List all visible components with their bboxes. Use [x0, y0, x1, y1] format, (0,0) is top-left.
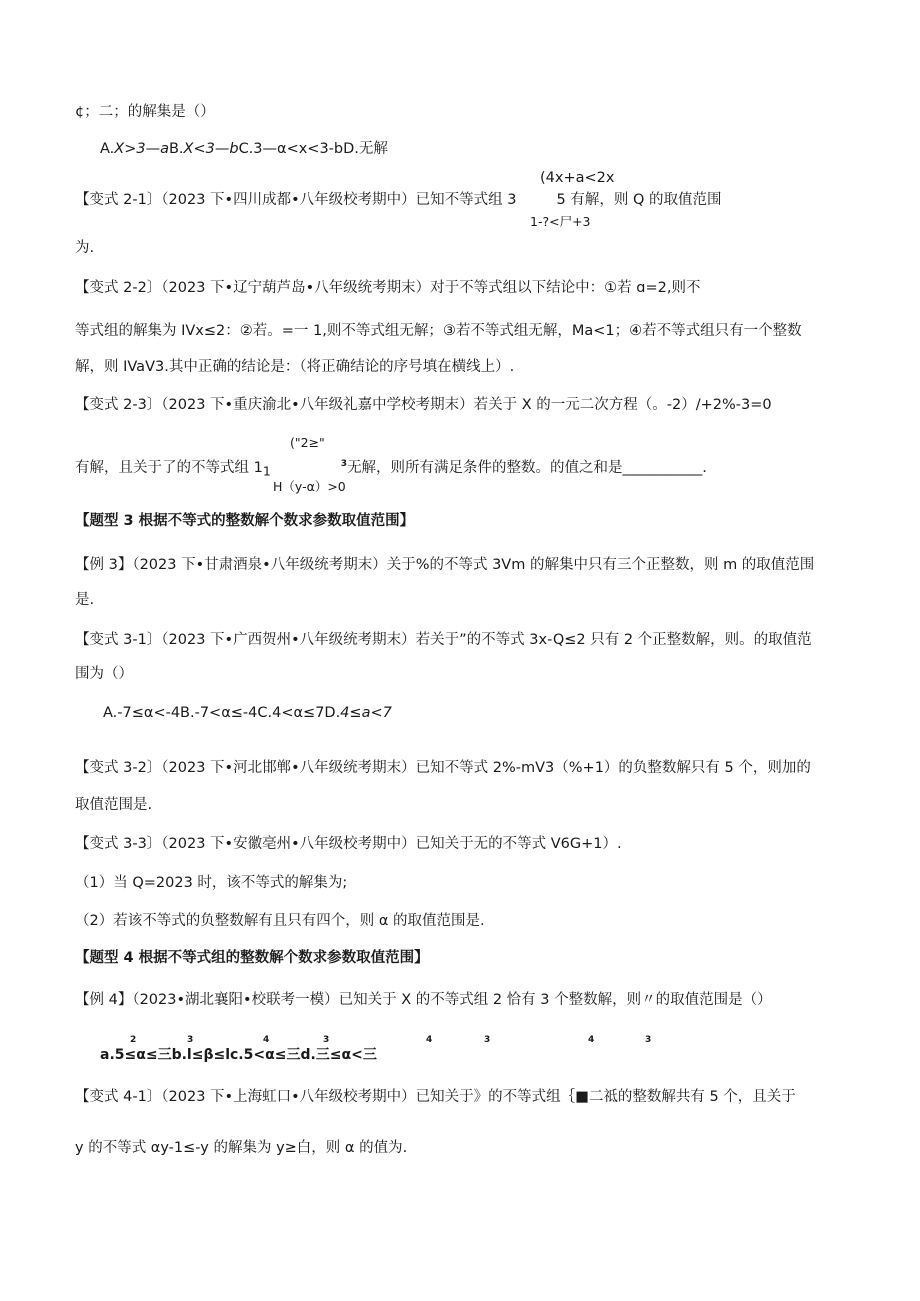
variant-2-2-line-2: 等式组的解集为 IVx≤2：②若。=一 1,则不等式组无解；③若不等式组无解，Ma<1；④若不等式组只有一个整数: [75, 323, 802, 339]
variant-2-3-line-2: [75, 454, 707, 482]
inequality-system-bottom: 1-?<尸+3: [530, 214, 591, 229]
sup-digit: 4: [426, 1035, 433, 1045]
section-heading-type-3: 【题型 3 根据不等式的整数解个数求参数取值范围】: [75, 513, 415, 529]
options-a-to-d: A.-7≤α<-4B.-7<α≤-4C.4<α≤7D.: [103, 705, 341, 721]
sup-digit: 3: [645, 1035, 652, 1045]
variant-3-3-line-2: （1）当 Q=2023 时，该不等式的解集为;: [75, 875, 348, 891]
section-heading-type-4: 【题型 4 根据不等式组的整数解个数求参数取值范围】: [75, 950, 429, 966]
variant-3-2-line-2: 取值范围是.: [75, 797, 153, 813]
inequality-system-2-bottom: H（y-α）>0: [273, 479, 346, 494]
variant-2-1-mid: 5 有解，则 Q 的取值范围: [556, 192, 722, 208]
variant-2-1-line-2: 为.: [75, 240, 95, 256]
variant-3-2-line-1: 【变式 3-2〕（2023 下•河北邯郸•八年级统考期末）已知不等式 2%-mV3（%+1）的负整数解只有 5 个，则加的: [75, 760, 811, 776]
option-a-text: X>3—a: [114, 141, 169, 157]
sup-digit: 4: [588, 1035, 595, 1045]
variant-3-3-line-3: （2）若该不等式的负整数解有且只有四个，则 α 的取值范围是.: [75, 913, 485, 929]
variant-2-1-prefix: 【变式 2-1〕（2023 下•四川成都•八年级校考期中）已知不等式组 3: [75, 192, 517, 208]
sup-digit: 2: [130, 1035, 137, 1045]
example-3-line-1: 【例 3】（2023 下•甘肃酒泉•八年级统考期末）关于%的不等式 3Vm 的解集中只有三个正整数，则 m 的取值范围: [75, 557, 815, 573]
variant-2-3-text-b: 无解，则所有满足条件的整数。的值之和是___________.: [347, 459, 707, 476]
inequality-system-top: (4x+a<2x: [540, 170, 615, 186]
variant-2-2-line-1: 【变式 2-2〕（2023 下•辽宁葫芦岛•八年级统考期末）对于不等式组以下结论中：①若 ɑ=2,则不: [75, 280, 701, 296]
example-3-line-2: 是.: [75, 592, 95, 608]
variant-3-3-line-1: 【变式 3-3〕（2023 下•安徽亳州•八年级校考期中）已知关于无的不等式 V6G+1）.: [75, 836, 622, 852]
sup-digit: 3: [484, 1035, 491, 1045]
answer-options-3-1: [103, 703, 392, 723]
inequality-system-2-top: ("2≥": [290, 435, 325, 450]
variant-3-1-line-1: 【变式 3-1〕（2023 下•广西贺州•八年级统考期末）若关于”的不等式 3x-Q≤2 只有 2 个正整数解，则。的取值范: [75, 632, 812, 648]
variant-2-2-line-3: 解，则 IVaV3.其中正确的结论是：（将正确结论的序号填在横线上）.: [75, 359, 515, 375]
option-b-label: B.: [168, 141, 184, 157]
variant-4-1-line-1: 【变式 4-1〕（2023 下•上海虹口•八年级校考期中）已知关于》的不等式组｛■二祗的整数解共有 5 个，且关于: [75, 1089, 796, 1105]
variant-2-1-line-1: [75, 190, 721, 210]
option-b-text: X<3—b: [183, 141, 239, 157]
example-4-line-1: 【例 4】（2023•湖北襄阳•校联考一模）已知关于 X 的不等式组 2 恰有 3 个整数解，则〃的取值范围是（）: [75, 992, 772, 1008]
variant-4-1-line-2: y 的不等式 αy-1≤-y 的解集为 y≥白，则 α 的值为.: [75, 1140, 408, 1156]
variant-2-3-sup: 3: [340, 459, 348, 469]
example-4-options: a.5≤α≤三b.l≤β≤lc.5<α≤三d.三≤α<三: [100, 1047, 377, 1063]
answer-options-q2: [100, 139, 388, 159]
variant-2-3-sub: 1: [262, 463, 271, 479]
sup-digit: 3: [187, 1035, 194, 1045]
sup-digit: 3: [323, 1035, 330, 1045]
variant-2-3-line-1: 【变式 2-3〕（2023 下•重庆渝北•八年级礼嘉中学校考期末）若关于 X 的一元二次方程（。-2）/+2%-3=0: [75, 397, 772, 413]
option-a-label: A.: [100, 141, 115, 157]
variant-2-3-text-a: 有解，且关于了的不等式组 1: [75, 459, 263, 476]
option-d-text: 4≤a<7: [340, 705, 392, 721]
sup-digit: 4: [263, 1035, 270, 1045]
question-line-solution-set: ¢；二；的解集是（）: [75, 104, 215, 120]
option-c-d-text: C.3—α<x<3-bD.无解: [238, 141, 388, 157]
variant-3-1-line-2: 围为（）: [75, 666, 133, 682]
